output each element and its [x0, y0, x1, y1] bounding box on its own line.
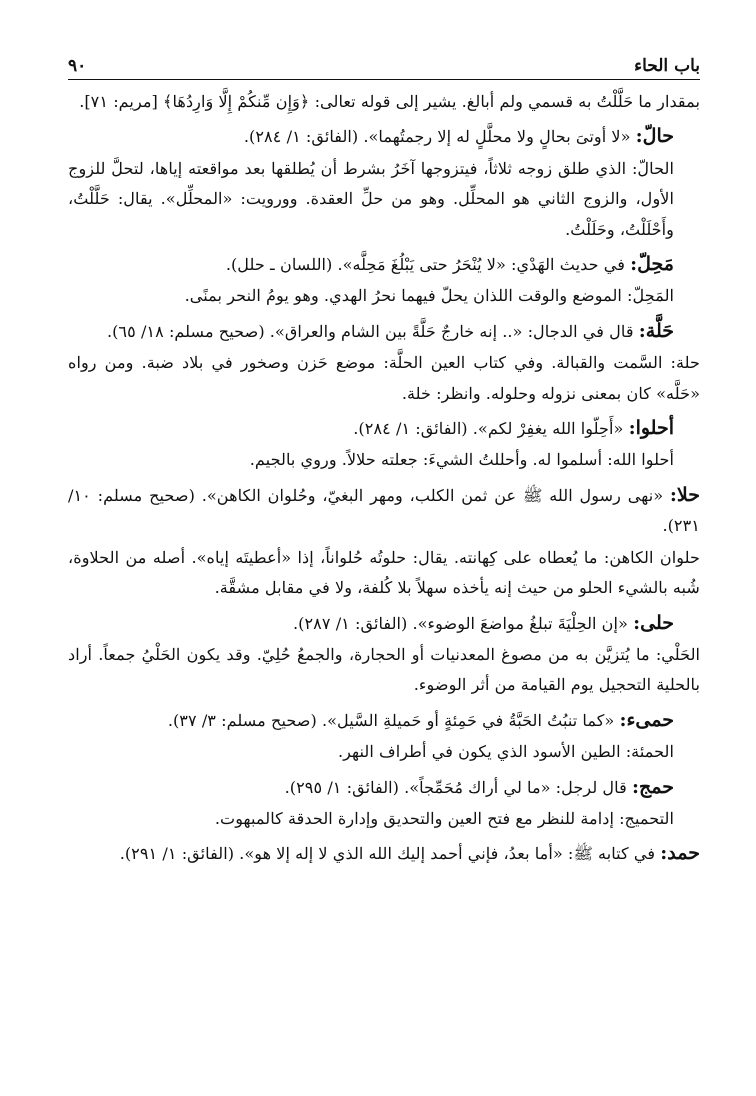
definition-paragraph [68, 639, 700, 701]
definition-paragraph [68, 444, 700, 475]
entry-paragraph [68, 249, 700, 280]
entry-paragraph [68, 608, 700, 639]
paragraph-text: حلة: السَّمت والقبالة. وفي كتاب العين الحلَّة: موضع حَزن وصخور في بلاد ضبة. ومن رواه «حَلَّه» كان بمعنى نزوله وحلوله. وانظر: خلة. [68, 353, 700, 403]
definition-paragraph [68, 153, 700, 245]
paragraph-text: الحالّ: الذي طلق زوجه ثلاثاً، فيتزوجها آخَرُ بشرط أن يُطلقها بعد مواقعته إياها، لتحلَّ للزوج الأول، والزوج الثاني هو المحلِّل. وهو من حلِّ العقدة. وورويت: «المحلِّل». يقال: حَلَّلْتُ، وأَحْلَلْتُ، وحَلَلْتُ. [68, 158, 674, 239]
headword: حلا: [669, 483, 700, 506]
chapter-title: باب الحاء [634, 56, 700, 76]
headword: حمج: [631, 775, 674, 798]
paragraph-text: «كما تنبُتُ الحَبَّةُ في حَمِئةٍ أو حَميلةِ السَّيل». (صحيح مسلم: ٣/ ٣٧). [167, 710, 620, 730]
paragraph-text: التحميج: إدامة للنظر مع فتح العين والتحديق وإدارة الحدقة كالمبهوت. [214, 808, 674, 828]
paragraph-text: بمقدار ما حَلَّلْتُ به قسمي ولم أبالغ. يشير إلى قوله تعالى: ﴿وَإِن مِّنكُمْ إِلَّا وَارِدُهَا﴾ [مريم: ٧١]. [79, 92, 700, 111]
entry-paragraph [68, 121, 700, 152]
headword: أحلوا: [628, 417, 674, 440]
paragraph [68, 86, 700, 117]
definition-paragraph [68, 736, 700, 767]
page-number: ٩٠ [68, 56, 87, 76]
paragraph-text: قال في الدجال: «.. إنه خارجٌ حَلَّةً بين الشام والعراق». (صحيح مسلم: ١٨/ ٦٥). [106, 321, 639, 341]
definition-paragraph [68, 542, 700, 604]
book-page [68, 46, 700, 1056]
paragraph-text: الحَلْي: ما يُتزيَّن به من مصوغ المعدنيات أو الحجارة، والجمعُ حُلِيّ. وقد يكون الحَلْيُ جمعاً. أراد بالحلية التحجيل يوم القيامة من أثر الوضوء. [68, 644, 700, 695]
page-body [68, 80, 700, 870]
paragraph-text: قال لرجل: «ما لي أراك مُحَمِّجاً». (الفائق: ١/ ٢٩٥). [284, 777, 632, 797]
definition-paragraph [68, 280, 700, 311]
paragraph-text: الحمئة: الطين الأسود الذي يكون في أطراف النهر. [337, 742, 674, 762]
entry-paragraph [68, 480, 700, 542]
headword: حلى: [633, 611, 674, 634]
paragraph-text: «أَحِلّوا الله يغفِرْ لكم». (الفائق: ١/ ٢٨٤). [353, 419, 629, 439]
headword: حمىء: [619, 708, 674, 731]
headword: مَحِلّ: [630, 253, 674, 276]
entry-paragraph [68, 413, 700, 444]
paragraph-text: «إن الحِلْيَةَ تبلغُ مواضعَ الوضوء». (الفائق: ١/ ٢٨٧). [292, 613, 634, 633]
paragraph-text: حلوان الكاهن: ما يُعطاه على كِهانته. يقال: حلوتُه حُلواناً، إذا «أعطيتَه إياه». أصله من الحلاوة، شُبه بالشيء الحلو من حيث إنه يأخذه سهلاً بلا كُلفة، ولا في مقابل مشقَّة. [68, 547, 700, 598]
paragraph-text: أحلوا الله: أسلموا له. وأحللتُ الشيءَ: جعلته حلالاً. وروي بالجيم. [249, 450, 674, 470]
entry-paragraph [68, 772, 700, 803]
paragraph-text: «نهى رسول الله ﷺ عن ثمن الكلب، ومهر البغيّ، وحُلوان الكاهن». (صحيح مسلم: ١٠/ ٢٣١). [68, 485, 700, 536]
definition-paragraph [68, 803, 700, 834]
definition-paragraph [68, 347, 700, 409]
paragraph-text: المَحِلّ: الموضع والوقت اللذان يحلّ فيهما نحرُ الهدي. وهو يومُ النحر بمنًى. [184, 286, 674, 306]
entry-paragraph [68, 316, 700, 347]
entry-paragraph [68, 705, 700, 736]
paragraph-text: في حديث الهَدْي: «لا يُنْحَرُ حتى يَبْلُغَ مَحِلَّه». (اللسان ـ حلل). [225, 255, 631, 275]
headword: حالّ: [635, 125, 674, 148]
running-header [68, 46, 700, 80]
paragraph-text: في كتابه ﷺ: «أما بعدُ، فإني أحمد إليك الله الذي لا إله إلا هو». (الفائق: ١/ ٢٩١). [119, 844, 661, 864]
headword: حَلَّة: [638, 319, 674, 342]
headword: حمد: [660, 842, 700, 865]
entry-paragraph [68, 838, 700, 869]
paragraph-text: «لا أوتىَ بحالٍ ولا محلَّلٍ له إلا رجمتُهما». (الفائق: ١/ ٢٨٤). [243, 127, 636, 147]
